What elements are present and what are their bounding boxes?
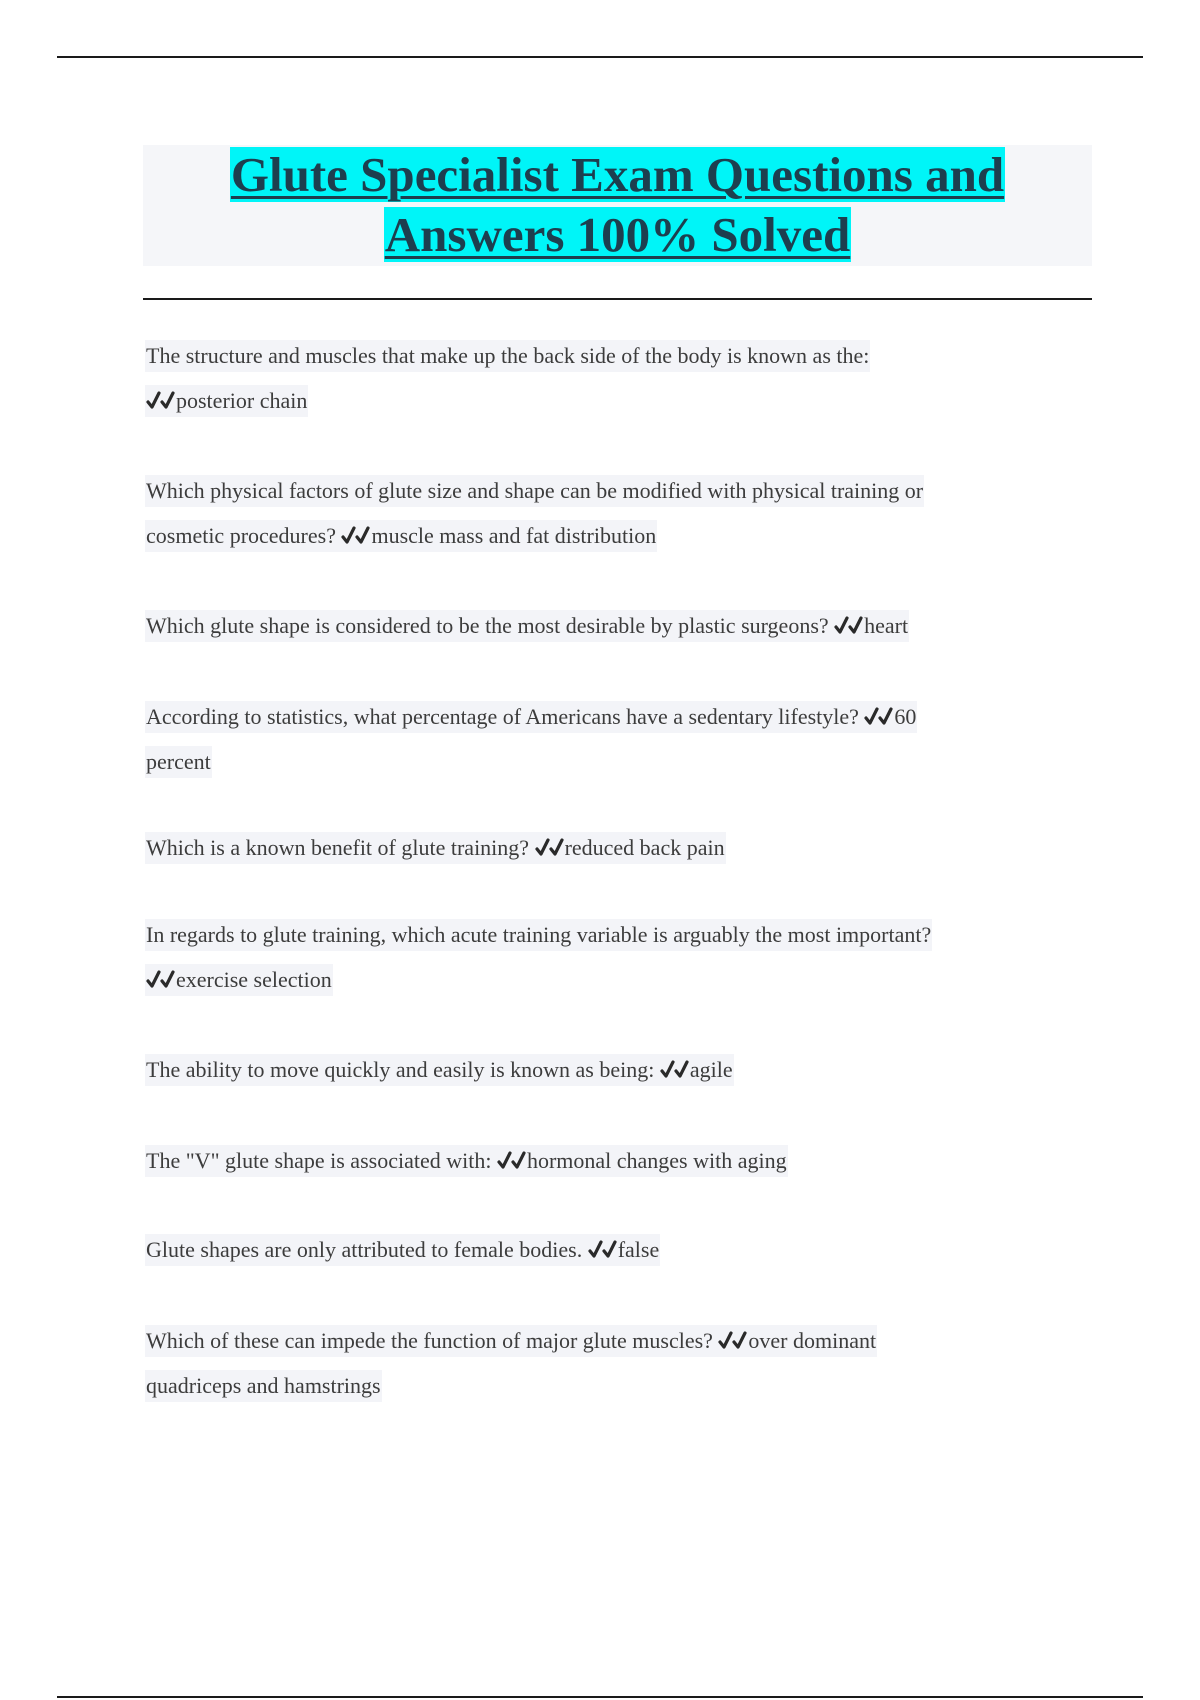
answer-text: over dominant quadriceps and hamstrings bbox=[146, 1328, 877, 1398]
qa-item-10 bbox=[145, 1319, 1065, 1408]
qa-item-7 bbox=[145, 1048, 1065, 1093]
page-bottom-rule bbox=[57, 1696, 1143, 1698]
double-check-icon bbox=[718, 1330, 748, 1352]
question-text: Which of these can impede the function of major glute muscles? bbox=[146, 1328, 713, 1353]
question-text: Which glute shape is considered to be the most desirable by plastic surgeons? bbox=[146, 613, 829, 638]
qa-item-9 bbox=[145, 1228, 1065, 1273]
qa-item-6 bbox=[145, 913, 1065, 1002]
qa-item-1 bbox=[145, 334, 1065, 423]
double-check-icon bbox=[146, 969, 176, 991]
double-check-icon bbox=[660, 1059, 690, 1081]
question-text: The structure and muscles that make up the back side of the body is known as the: bbox=[145, 340, 870, 372]
document-title bbox=[143, 145, 1092, 265]
double-check-icon bbox=[497, 1150, 527, 1172]
title-line-1: Glute Specialist Exam Questions and bbox=[230, 147, 1005, 202]
question-text: The "V" glute shape is associated with: bbox=[146, 1148, 492, 1173]
qa-item-8 bbox=[145, 1139, 1065, 1184]
double-check-icon bbox=[588, 1239, 618, 1261]
answer-text: agile bbox=[689, 1057, 733, 1082]
double-check-icon bbox=[341, 525, 371, 547]
qa-item-2 bbox=[145, 469, 1065, 558]
qa-item-5 bbox=[145, 826, 1065, 871]
qa-item-3 bbox=[145, 604, 1065, 649]
qa-item-4 bbox=[145, 695, 1065, 784]
question-text: The ability to move quickly and easily is known as being: bbox=[146, 1057, 655, 1082]
double-check-icon bbox=[864, 706, 894, 728]
title-block bbox=[143, 145, 1092, 266]
answer-text: hormonal changes with aging bbox=[526, 1148, 787, 1173]
title-divider bbox=[143, 298, 1092, 300]
double-check-icon bbox=[834, 615, 864, 637]
question-text: Glute shapes are only attributed to female bodies. bbox=[146, 1237, 583, 1262]
question-text: Which physical factors of glute size and shape can be modified with physical training or cosmetic procedures? muscle mass and fat distribution bbox=[145, 475, 924, 552]
title-line-2: Answers 100% Solved bbox=[384, 207, 851, 262]
page-top-rule bbox=[57, 56, 1143, 58]
double-check-icon bbox=[146, 390, 176, 412]
answer-text: reduced back pain bbox=[564, 835, 725, 860]
answer-text: muscle mass and fat distribution bbox=[371, 522, 657, 548]
question-text: Which is a known benefit of glute training? bbox=[146, 835, 530, 860]
question-text: According to statistics, what percentage of Americans have a sedentary lifestyle? bbox=[146, 704, 859, 729]
double-check-icon bbox=[535, 837, 565, 859]
answer-text: 60 percent bbox=[146, 704, 917, 774]
answer-text: heart bbox=[864, 613, 909, 638]
answer-text: false bbox=[617, 1237, 660, 1262]
question-text: In regards to glute training, which acute training variable is arguably the most important? bbox=[145, 919, 932, 951]
answer-text: posterior chain bbox=[176, 387, 308, 413]
answer-text: exercise selection bbox=[176, 966, 332, 992]
